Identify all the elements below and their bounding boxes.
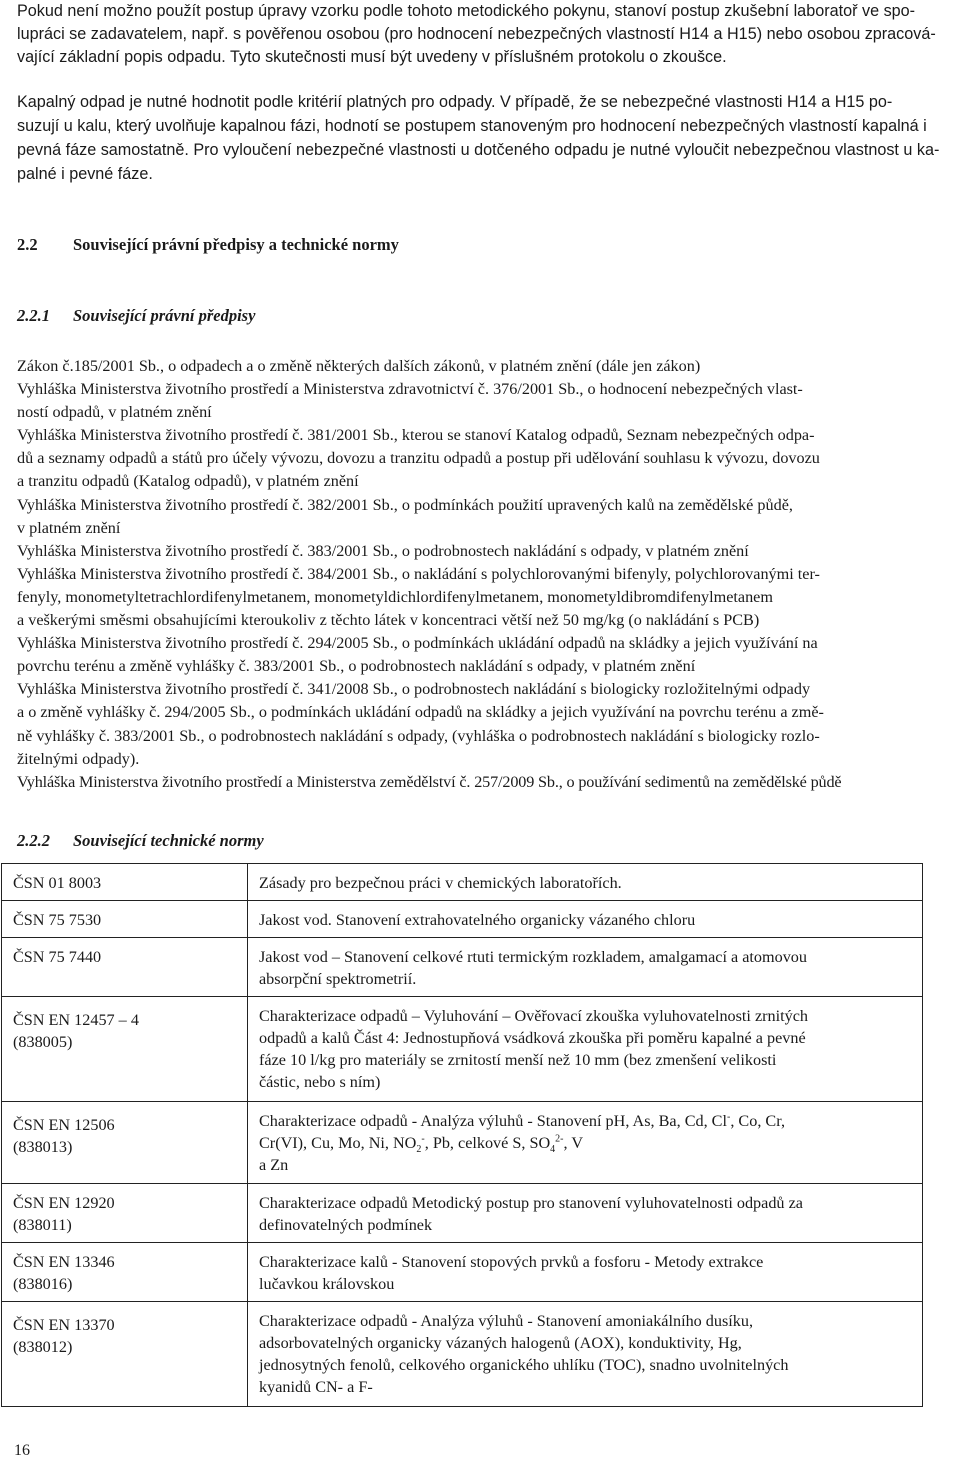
section-heading-2-2-1 xyxy=(17,306,255,326)
text-line: a o změně vyhlášky č. 294/2005 Sb., o podmínkách ukládání odpadů na skládky a jejich využívání na povrchu terénu a změ- xyxy=(17,703,824,722)
norm-code: ČSN 01 8003 xyxy=(13,874,102,892)
norm-code: (838005) xyxy=(13,1033,73,1051)
section-title: Související právní předpisy a technické normy xyxy=(73,235,399,254)
table-row xyxy=(2,1243,923,1302)
norm-code: ČSN EN 12457 – 4 xyxy=(13,1011,139,1029)
norm-desc-text: , Pb, celkové S, SO xyxy=(424,1134,551,1152)
norm-desc: Charakterizace odpadů - Analýza výluhů - Stanovení amoniakálního dusíku, xyxy=(259,1312,754,1330)
norm-code-cell xyxy=(2,997,248,1102)
norm-desc: jednosytných fenolů, celkového organického uhlíku (TOC), snadno uvolnitelných xyxy=(259,1356,789,1374)
text-line: Vyhláška Ministerstva životního prostředí č. 381/2001 Sb., kterou se stanoví Katalog odpadů, Seznam nebezpečných odpa- xyxy=(17,426,815,445)
norm-desc xyxy=(259,1110,912,1132)
norm-desc: Zásady pro bezpečnou práci v chemických laboratořích. xyxy=(259,874,622,892)
law-item xyxy=(17,378,951,424)
law-item xyxy=(17,355,951,378)
law-item xyxy=(17,424,951,493)
norm-code-cell xyxy=(2,1243,248,1302)
section-title: Související technické normy xyxy=(73,831,264,850)
norm-desc: kyanidů CN- a F- xyxy=(259,1378,373,1396)
text-line: pevná fáze samostatně. Pro vyloučení nebezpečné vlastnosti u dotčeného odpadu je nutné vyloučit nebezpečnou vlastnost u ka- xyxy=(17,141,940,159)
law-item xyxy=(17,494,951,540)
norm-code-cell xyxy=(2,864,248,901)
norm-code: ČSN EN 13346 xyxy=(13,1253,115,1271)
text-line: Vyhláška Ministerstva životního prostředí č. 384/2001 Sb., o nakládání s polychlorovanými bifenyly, polychlorovanými ter- xyxy=(17,564,820,583)
liquid-waste-paragraph xyxy=(17,90,943,186)
page-number: 16 xyxy=(14,1442,30,1459)
text-line: Zákon č.185/2001 Sb., o odpadech a o změně některých dalších zákonů, v platném znění (dále jen zákon) xyxy=(17,357,701,375)
norm-desc: lučavkou královskou xyxy=(259,1275,395,1293)
text-line: ností odpadů, v platném znění xyxy=(17,403,212,422)
text-line: žitelnými odpady). xyxy=(17,749,140,768)
norm-code: (838013) xyxy=(13,1138,73,1156)
norm-desc-cell xyxy=(248,1102,923,1184)
law-item xyxy=(17,678,951,770)
norm-code: ČSN EN 12506 xyxy=(13,1116,115,1134)
section-number: 2.2.2 xyxy=(17,831,50,850)
norm-code-cell xyxy=(2,938,248,997)
table-row xyxy=(2,1302,923,1407)
text-line: Vyhláška Ministerstva životního prostředí č. 341/2008 Sb., o podrobnostech nakládání s biologicky rozložitelnými odpady xyxy=(17,680,811,699)
table-row xyxy=(2,864,923,901)
text-line: a tranzitu odpadů (Katalog odpadů), v platném znění xyxy=(17,472,359,491)
norm-desc-cell xyxy=(248,1243,923,1302)
text-line: fenyly, monometyltetrachlordifenylmetanem, monometyldichlordifenylmetanem, monometyldibromdifenylmetanem xyxy=(17,587,773,606)
table-row xyxy=(2,1184,923,1243)
norm-code-cell xyxy=(2,1302,248,1407)
norm-desc-cell xyxy=(248,938,923,997)
norm-desc-cell xyxy=(248,1184,923,1243)
norm-code-cell xyxy=(2,1102,248,1184)
norm-code: ČSN EN 13370 xyxy=(13,1316,115,1334)
section-heading-2-2-2 xyxy=(17,831,264,851)
norm-code: ČSN 75 7440 xyxy=(13,948,102,966)
norm-desc: absorpční spektrometrií. xyxy=(259,970,417,988)
norm-desc: Charakterizace kalů - Stanovení stopových prvků a fosforu - Metody extrakce xyxy=(259,1253,764,1271)
table-row xyxy=(2,997,923,1102)
table-row xyxy=(2,938,923,997)
norm-desc-text: Cr(VI), Cu, Mo, Ni, NO xyxy=(259,1134,417,1152)
norm-code: ČSN 75 7530 xyxy=(13,911,102,929)
technical-norms-table xyxy=(1,863,923,1407)
section-number: 2.2 xyxy=(17,235,38,254)
chem-charge: - xyxy=(421,1133,425,1145)
chem-charge: 2- xyxy=(555,1133,564,1145)
norm-code-cell xyxy=(2,901,248,938)
text-line: ně vyhlášky č. 383/2001 Sb., o podrobnostech nakládání s odpady, (vyhláška o podrobnostech nakládání s biologicky rozlo- xyxy=(17,726,820,745)
norm-desc: a Zn xyxy=(259,1156,289,1174)
section-heading-2-2 xyxy=(17,235,399,255)
norm-desc-cell xyxy=(248,901,923,938)
norm-desc-text: , Co, Cr, xyxy=(730,1112,785,1130)
law-item xyxy=(17,540,951,563)
section-number: 2.2.1 xyxy=(17,306,50,325)
text-line: povrchu terénu a změně vyhlášky č. 383/2001 Sb., o podrobnostech nakládání s odpady, v platném znění xyxy=(17,657,696,676)
intro-paragraph xyxy=(17,0,943,69)
norm-code: (838012) xyxy=(13,1338,73,1356)
text-line: Vyhláška Ministerstva životního prostředí č. 382/2001 Sb., o podmínkách použití upravených kalů na zemědělské půdě, xyxy=(17,495,793,514)
table-row xyxy=(2,901,923,938)
text-line: Vyhláška Ministerstva životního prostředí a Ministerstva zdravotnictví č. 376/2001 Sb., o hodnocení nebezpečných vlast- xyxy=(17,380,803,399)
norm-desc-cell xyxy=(248,864,923,901)
norm-desc: Jakost vod. Stanovení extrahovatelného organicky vázaného chloru xyxy=(259,911,696,929)
norm-desc xyxy=(259,1132,912,1154)
norm-desc-cell xyxy=(248,1302,923,1407)
table-row xyxy=(2,1102,923,1184)
text-line: palné i pevné fáze. xyxy=(17,165,153,183)
law-item xyxy=(17,632,951,678)
norm-desc-text: Charakterizace odpadů - Analýza výluhů - Stanovení pH, As, Ba, Cd, Cl xyxy=(259,1112,727,1130)
text-line: Vyhláška Ministerstva životního prostředí č. 294/2005 Sb., o podmínkách ukládání odpadů na skládky a jejich využívání na xyxy=(17,634,818,653)
norm-code: ČSN EN 12920 xyxy=(13,1194,115,1212)
text-line: suzují u kalu, který uvolňuje kapalnou fázi, hodnotí se postupem stanoveným pro hodnocení nebezpečných vlastností kapalná i xyxy=(17,117,927,135)
chem-index: 4 xyxy=(550,1144,556,1156)
text-line: Vyhláška Ministerstva životního prostředí č. 383/2001 Sb., o podrobnostech nakládání s odpady, v platném znění xyxy=(17,541,749,560)
law-item xyxy=(17,563,951,632)
text-line: Vyhláška Ministerstva životního prostředí a Ministerstva zemědělství č. 257/2009 Sb., o používání sedimentů na zemědělské půdě xyxy=(17,772,842,791)
norm-desc-cell xyxy=(248,997,923,1102)
text-line: Pokud není možno použít postup úpravy vzorku podle tohoto metodického pokynu, stanoví postup zkušební laboratoř ve spo- xyxy=(17,2,916,20)
text-line: Kapalný odpad je nutné hodnotit podle kritérií platných pro odpady. V případě, že se nebezpečné vlastnosti H14 a H15 po- xyxy=(17,93,893,111)
norm-desc: odpadů a kalů Část 4: Jednostupňová vsádková zkouška při poměru kapalné a pevné xyxy=(259,1029,806,1047)
text-line: lupráci se zadavatelem, např. s pověřenou osobou (pro hodnocení nebezpečných vlastností H14 a H15) nebo osobou zpracová- xyxy=(17,25,936,43)
norm-desc: adsorbovatelných organicky vázaných halogenů (AOX), konduktivity, Hg, xyxy=(259,1334,742,1352)
text-line: v platném znění xyxy=(17,518,121,537)
text-line: dů a seznamy odpadů a států pro účely vývozu, dovozu a tranzitu odpadů a postup při udělování souhlasu k vývozu, dovozu xyxy=(17,449,820,468)
norm-desc: Jakost vod – Stanovení celkové rtuti termickým rozkladem, amalgamací a atomovou xyxy=(259,948,807,966)
norm-code: (838011) xyxy=(13,1216,72,1234)
norm-code-cell xyxy=(2,1184,248,1243)
text-line: vající základní popis odpadu. Tyto skutečnosti musí být uvedeny v příslušném protokolu o zkoušce. xyxy=(17,48,727,66)
chem-charge: - xyxy=(726,1111,731,1123)
section-title: Související právní předpisy xyxy=(73,306,256,325)
norm-code: (838016) xyxy=(13,1275,73,1293)
norm-desc: Charakterizace odpadů – Vyluhování – Ověřovací zkouška vyluhovatelnosti zrnitých xyxy=(259,1007,809,1025)
norm-desc: částic, nebo s ním) xyxy=(259,1073,381,1091)
norm-desc: fáze 10 l/kg pro materiály se zrnitostí menší než 10 mm (bez zmenšení velikosti xyxy=(259,1051,777,1069)
legal-regulations-list xyxy=(17,355,951,794)
text-line: a veškerými směsmi obsahujícími kteroukoliv z těchto látek v koncentraci větší než 50 mg/kg (o nakládání s PCB) xyxy=(17,611,760,630)
norm-desc: Charakterizace odpadů Metodický postup pro stanovení vyluhovatelnosti odpadů za xyxy=(259,1194,803,1212)
law-item xyxy=(17,771,951,794)
chem-index: 2 xyxy=(416,1144,422,1156)
norm-desc: definovatelných podmínek xyxy=(259,1216,433,1234)
norm-desc-text: , V xyxy=(563,1134,584,1152)
